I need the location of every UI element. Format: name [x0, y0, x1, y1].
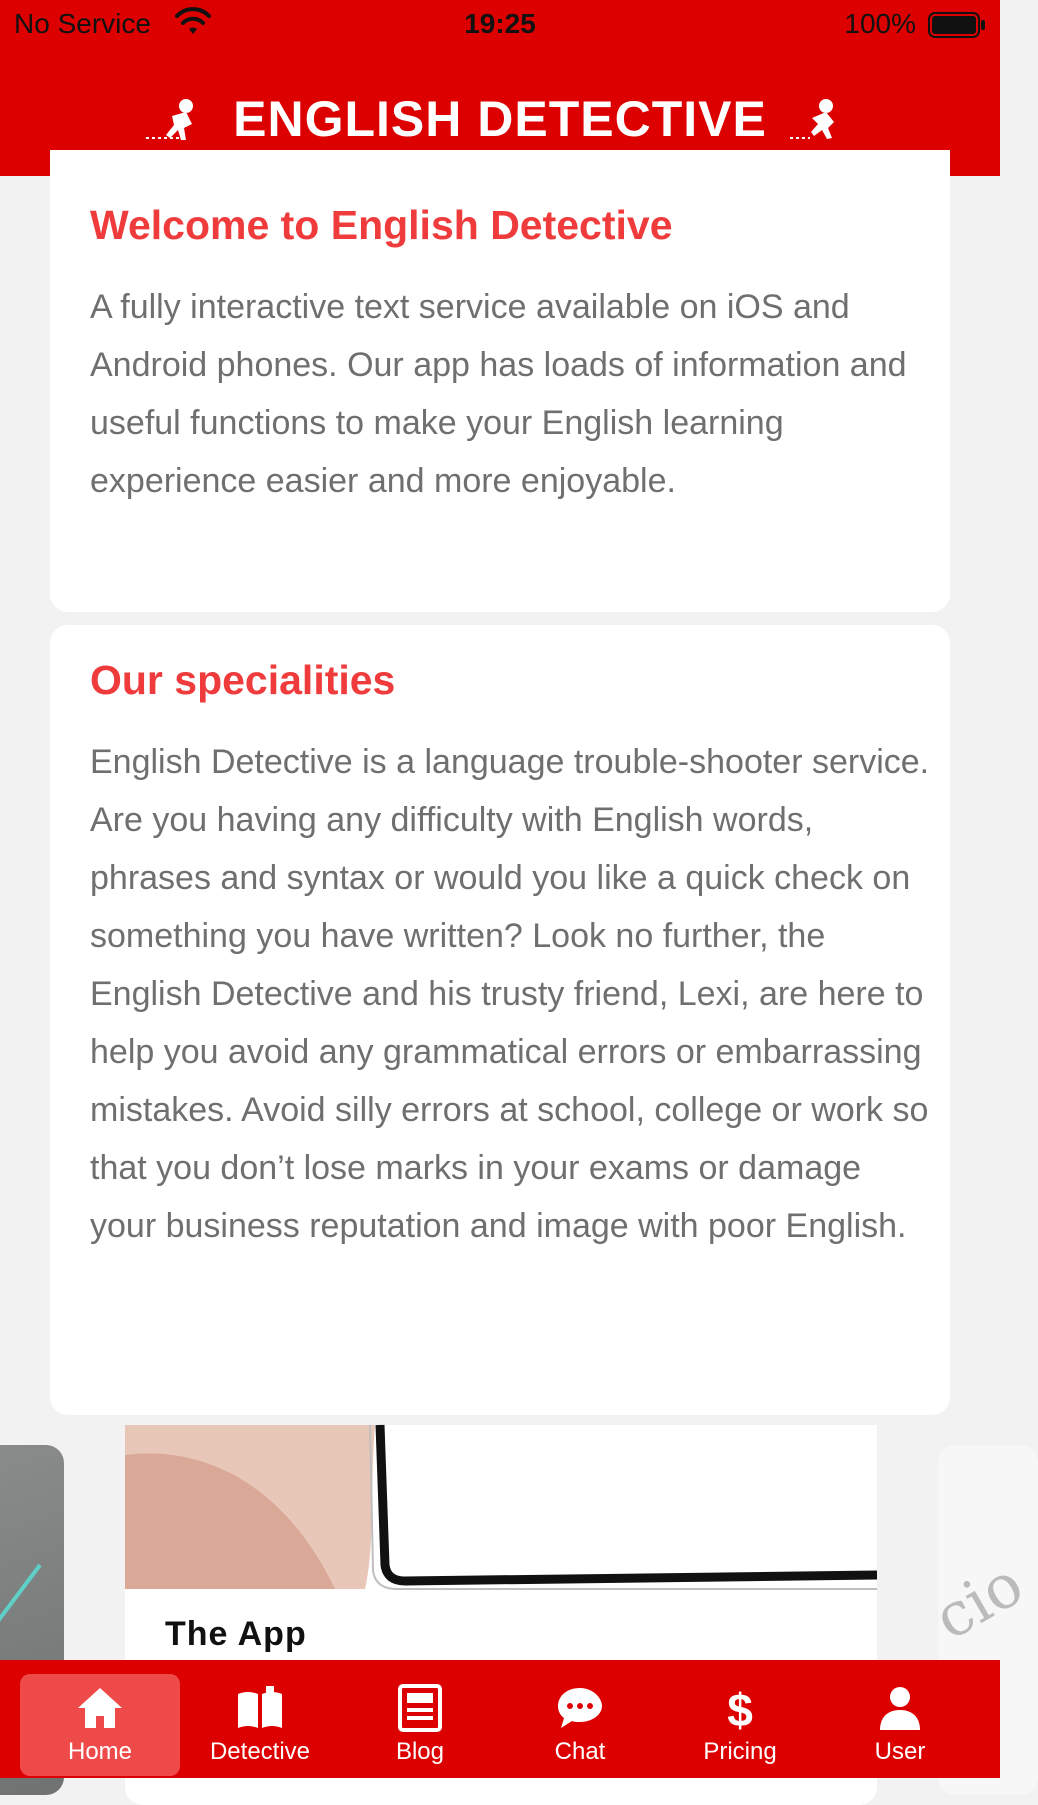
welcome-title: Welcome to English Detective	[90, 202, 673, 248]
specialities-body: English Detective is a language trouble-shooter service. Are you having any difficulty with English words, phrases and syntax or would you like a quick check on something you have written? Look no further, the English Detective and his trusty friend, Lexi, are here to help you avoid any grammatical errors or embarrassing mistakes. Avoid silly errors at school, college or work so that you don’t lose marks in your exams or damage your business reputation and image with poor English.	[90, 743, 930, 1245]
dollar-icon	[716, 1684, 764, 1736]
home-icon	[76, 1684, 124, 1732]
nav-chat[interactable]	[500, 1674, 660, 1776]
lexi-logo-icon	[788, 96, 858, 142]
nav-user-label: User	[874, 1738, 926, 1765]
nav-detective[interactable]	[180, 1674, 340, 1776]
user-icon	[876, 1684, 924, 1732]
welcome-body: A fully interactive text service available on iOS and Android phones. Our app has loads of information and useful functions to make your English learning experience easier and more enjoyable.	[90, 288, 907, 500]
nav-chat-label: Chat	[554, 1738, 606, 1765]
nav-pricing[interactable]	[660, 1674, 820, 1776]
blog-icon	[396, 1684, 444, 1732]
specialities-title: Our specialities	[90, 657, 396, 703]
specialities-card	[50, 625, 950, 1415]
phone-hand-image	[125, 1425, 877, 1589]
welcome-card	[50, 150, 950, 612]
nav-blog[interactable]	[340, 1674, 500, 1776]
clock: 19:25	[464, 8, 536, 39]
brand-bar	[0, 86, 1000, 148]
app-title: ENGLISH DETECTIVE	[233, 90, 767, 147]
nav-detective-label: Detective	[209, 1738, 311, 1765]
detective-logo-icon	[142, 96, 212, 142]
nav-home-label: Home	[67, 1738, 133, 1765]
battery-percent: 100%	[844, 8, 916, 39]
nav-pricing-label: Pricing	[703, 1738, 777, 1765]
status-bar	[0, 0, 1000, 50]
svg-text:cio: cio	[922, 1548, 1035, 1654]
carrier-label: No Service	[14, 8, 151, 39]
bottom-nav	[0, 1660, 1000, 1778]
svg-text:$: $	[727, 1684, 753, 1736]
chat-icon	[556, 1684, 604, 1732]
nav-home[interactable]	[20, 1674, 180, 1776]
nav-user[interactable]	[820, 1674, 980, 1776]
battery-icon	[928, 12, 986, 38]
book-icon	[236, 1684, 284, 1732]
nav-blog-label: Blog	[395, 1738, 445, 1765]
carousel-caption: The App	[165, 1615, 307, 1653]
